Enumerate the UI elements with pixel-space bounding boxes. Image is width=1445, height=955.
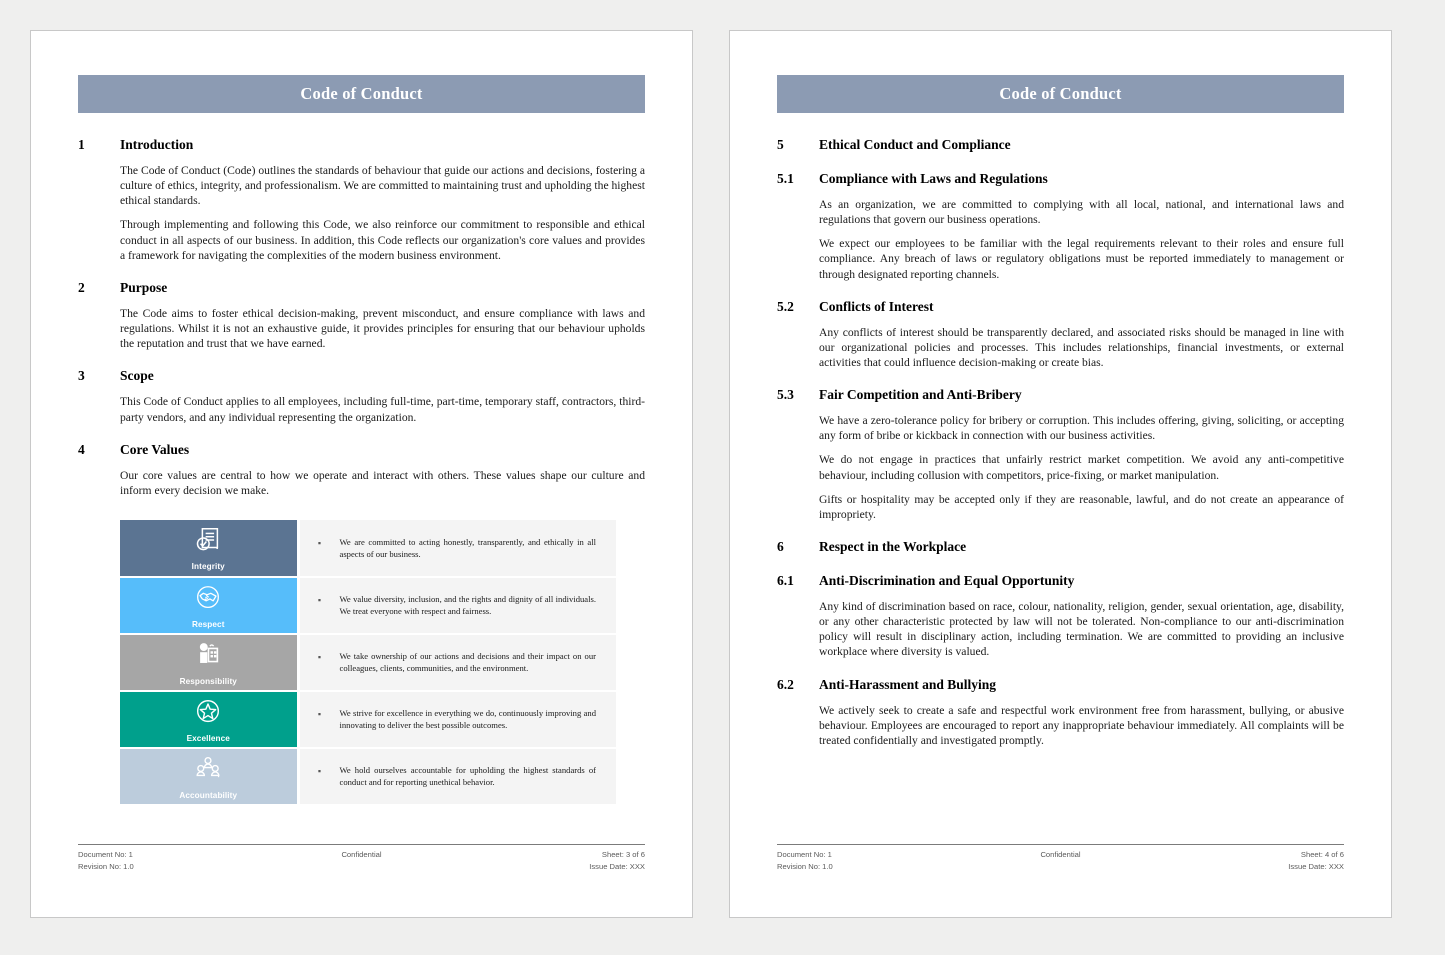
section-number: 2 — [78, 280, 85, 295]
footer-revision-no: Revision No: 1.0 — [777, 862, 833, 872]
section-paragraph: The Code aims to foster ethical decision-making, prevent misconduct, and ensure compliance with laws and regulations. Whilst it is not an exhaustive guide, it provides principles for ensuring that our behaviour upholds the reputation and trust that we have earned. — [120, 306, 645, 351]
star-circle-icon — [193, 697, 223, 732]
section-heading-5 — [777, 137, 1344, 154]
section-number: 6 — [777, 539, 784, 555]
core-value-description: We are committed to acting honestly, transparently, and ethically in all aspects of our business. — [339, 536, 596, 559]
section-paragraph: We expect our employees to be familiar with the legal requirements relevant to their roles and ensure full compliance. Any breach of laws or regulatory obligations must be reported immediately to management or through designated reporting channels. — [819, 237, 1344, 281]
section-title: Conflicts of Interest — [819, 298, 934, 314]
section-number: 5 — [777, 137, 784, 152]
section-paragraph: Our core values are central to how we operate and interact with others. These values shape our culture and inform every decision we make. — [120, 468, 645, 497]
section-heading-6-2 — [777, 677, 1344, 694]
core-value-cell-accountability — [120, 748, 298, 805]
footer-sheet: Sheet: 3 of 6 — [601, 850, 645, 860]
footer-document-no: Document No: 1 — [777, 850, 832, 860]
footer-left — [78, 849, 134, 873]
section-number: 6.1 — [777, 573, 794, 588]
section-paragraph: Any conflicts of interest should be transparently declared, and associated risks should be managed in line with our organizational policies and processes. This includes relationships, financial investments, or external activities that could influence decision-making or create bias. — [819, 325, 1344, 369]
core-value-label: Respect — [191, 619, 225, 629]
person-clipboard-icon — [193, 640, 223, 675]
section-paragraph: Through implementing and following this Code, we also reinforce our commitment to responsible and ethical conduct in all aspects of our business. In addition, this Code reflects our organization's core values and provides a framework for navigating the complexities of the modern business environment. — [120, 218, 645, 262]
footer-classification: Confidential — [341, 850, 382, 860]
core-value-description-cell — [298, 577, 616, 634]
bullet-icon: ▪ — [317, 595, 322, 606]
core-value-description: We strive for excellence in everything we do, continuously improving and innovating to deliver the best possible outcomes. — [339, 708, 596, 731]
section-title: Respect in the Workplace — [819, 539, 967, 555]
section-title: Compliance with Laws and Regulations — [819, 170, 1048, 186]
section-heading-2 — [78, 280, 645, 297]
footer-sheet: Sheet: 4 of 6 — [1300, 850, 1344, 860]
section-number: 3 — [78, 368, 85, 384]
core-value-description: We hold ourselves accountable for upholding the highest standards of conduct and for reporting unethical behavior. — [339, 765, 596, 788]
section-number: 5.3 — [777, 387, 794, 403]
section-number: 4 — [78, 441, 85, 457]
page-footer — [777, 844, 1344, 873]
table-row — [120, 577, 616, 634]
core-value-label: Excellence — [186, 733, 230, 743]
page-banner-title: Code of Conduct — [78, 75, 645, 113]
core-value-cell-excellence — [120, 691, 298, 748]
footer-issue-date: Issue Date: XXX — [589, 862, 645, 872]
core-value-cell-respect — [120, 577, 298, 634]
section-title: Purpose — [120, 280, 168, 295]
footer-right — [589, 849, 645, 873]
footer-right — [1288, 849, 1344, 873]
core-value-description-cell — [298, 691, 616, 748]
section-heading-4 — [78, 442, 645, 459]
section-title: Introduction — [120, 137, 194, 152]
core-value-description-cell — [298, 748, 616, 805]
section-paragraph: Any kind of discrimination based on race, colour, nationality, religion, gender, sexual orientation, age, disability, or any other characteristic protected by law will not be tolerated. Non-compliance to our anti-discrimination policy will result in disciplinary action, including termination. We are committed to providing an inclusive workplace where diversity is valued. — [819, 599, 1344, 659]
core-values-table — [120, 520, 616, 806]
core-value-description-cell — [298, 520, 616, 577]
bullet-icon: ▪ — [317, 652, 322, 663]
section-paragraph: We actively seek to create a safe and respectful work environment free from harassment, bullying, or abusive behaviour. Employees are encouraged to report any inappropriate behaviour immediately. All complaints will be treated confidentially and investigated promptly. — [819, 703, 1344, 747]
section-paragraph: The Code of Conduct (Code) outlines the standards of behaviour that guide our actions and decisions, fostering a culture of ethics, integrity, and professionalism. We are committed to maintaining trust and upholding the highest ethical standards. — [120, 163, 645, 208]
section-title: Anti-Discrimination and Equal Opportunity — [819, 573, 1075, 588]
section-paragraph: We do not engage in practices that unfairly restrict market competition. We avoid any anti-competitive behaviour, including collusion with competitors, price-fixing, or market manipulation. — [819, 453, 1344, 482]
core-value-label: Accountability — [179, 790, 238, 800]
footer-document-no: Document No: 1 — [78, 850, 133, 860]
footer-revision-no: Revision No: 1.0 — [78, 862, 134, 872]
section-number: 5.1 — [777, 170, 794, 186]
section-number: 1 — [78, 137, 85, 152]
section-heading-6-1 — [777, 573, 1344, 590]
section-paragraph: As an organization, we are committed to complying with all local, national, and international laws and regulations that govern our business operations. — [819, 197, 1344, 226]
core-value-cell-responsibility — [120, 634, 298, 691]
footer-classification: Confidential — [1040, 850, 1081, 860]
footer-left — [777, 849, 833, 873]
footer-issue-date: Issue Date: XXX — [1288, 862, 1344, 872]
table-row — [120, 748, 616, 805]
people-group-icon — [193, 754, 223, 789]
section-number: 5.2 — [777, 298, 794, 314]
page-footer — [78, 844, 645, 873]
section-title: Fair Competition and Anti-Bribery — [819, 387, 1022, 403]
section-title: Core Values — [120, 441, 190, 457]
section-title: Scope — [120, 368, 154, 384]
core-value-description: We take ownership of our actions and decisions and their impact on our colleagues, clients, communities, and the environment. — [339, 651, 596, 674]
core-value-cell-integrity — [120, 520, 298, 577]
section-heading-3 — [78, 368, 645, 385]
section-heading-1 — [78, 137, 645, 154]
bullet-icon: ▪ — [317, 537, 322, 548]
document-check-icon — [193, 525, 223, 560]
section-title: Ethical Conduct and Compliance — [819, 137, 1011, 152]
core-value-description: We value diversity, inclusion, and the rights and dignity of all individuals. We treat everyone with respect and fairness. — [339, 594, 596, 617]
core-value-label: Integrity — [191, 562, 225, 572]
table-row — [120, 520, 616, 577]
core-value-description-cell — [298, 634, 616, 691]
document-page-4 — [729, 30, 1392, 918]
page-banner-title: Code of Conduct — [777, 75, 1344, 113]
section-heading-5-2 — [777, 299, 1344, 316]
core-value-label: Responsibility — [179, 676, 237, 686]
section-title: Anti-Harassment and Bullying — [819, 676, 997, 692]
handshake-circle-icon — [193, 583, 223, 618]
footer-center — [1040, 849, 1080, 873]
section-heading-5-3 — [777, 387, 1344, 404]
section-paragraph: Gifts or hospitality may be accepted only if they are reasonable, lawful, and do not create an appearance of impropriety. — [819, 492, 1344, 521]
bullet-icon: ▪ — [317, 766, 322, 777]
document-page-3 — [30, 30, 693, 918]
footer-center — [341, 849, 381, 873]
section-heading-5-1 — [777, 171, 1344, 188]
section-paragraph: We have a zero-tolerance policy for bribery or corruption. This includes offering, giving, soliciting, or accepting any form of bribe or kickback in connection with our business activities. — [819, 414, 1344, 443]
table-row — [120, 634, 616, 691]
section-number: 6.2 — [777, 676, 794, 692]
table-row — [120, 691, 616, 748]
section-paragraph: This Code of Conduct applies to all employees, including full-time, part-time, temporary staff, contractors, third-party vendors, and any individual representing the organization. — [120, 395, 645, 424]
bullet-icon: ▪ — [317, 709, 322, 720]
section-heading-6 — [777, 539, 1344, 556]
